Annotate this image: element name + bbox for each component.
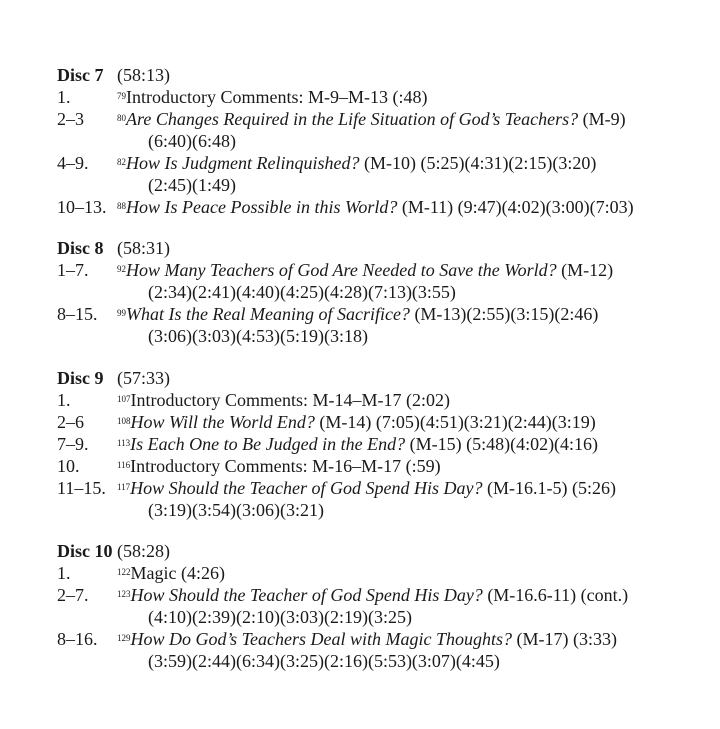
track-durations: (6:40)(6:48) [148, 131, 236, 151]
disc-duration: (58:13) [117, 65, 170, 85]
track-number: 1. [57, 563, 71, 583]
page-ref: 82 [117, 157, 126, 167]
track-title: How Is Peace Possible in this World? [126, 197, 398, 217]
track-entry [57, 152, 707, 196]
page-ref: 129 [117, 633, 131, 643]
disc-section [57, 237, 707, 347]
page-ref: 92 [117, 264, 126, 274]
track-details: (M-17) (3:33) [512, 629, 617, 649]
disc-section [57, 540, 707, 672]
track-title: How Many Teachers of God Are Needed to Save the World? [126, 260, 557, 280]
track-durations: (2:34)(2:41)(4:40)(4:25)(4:28)(7:13)(3:55) [148, 282, 456, 302]
track-entry [57, 86, 707, 108]
track-durations: (3:59)(2:44)(6:34)(3:25)(2:16)(5:53)(3:07)(4:45) [148, 651, 500, 671]
page-ref: 80 [117, 113, 126, 123]
track-title: How Should the Teacher of God Spend His Day? [130, 585, 483, 605]
page-ref: 116 [117, 460, 131, 470]
disc-section [57, 367, 707, 521]
disc-duration: (58:28) [117, 541, 170, 561]
track-title: How Should the Teacher of God Spend His Day? [130, 478, 483, 498]
track-title: How Is Judgment Relinquished? [126, 153, 360, 173]
page-ref: 117 [117, 482, 131, 492]
track-number: 11–15. [57, 478, 106, 498]
disc-label: Disc 10 [57, 541, 113, 561]
track-title: Is Each One to Be Judged in the End? [130, 434, 406, 454]
track-entry [57, 303, 707, 347]
page-ref: 113 [117, 438, 131, 448]
track-details: Introductory Comments: M-9–M-13 (:48) [126, 87, 428, 107]
track-details: Introductory Comments: M-14–M-17 (2:02) [130, 390, 450, 410]
disc-label: Disc 7 [57, 65, 104, 85]
track-details: (M-13)(2:55)(3:15)(2:46) [409, 304, 599, 324]
track-number: 7–9. [57, 434, 89, 454]
track-number: 8–15. [57, 304, 98, 324]
track-durations: (4:10)(2:39)(2:10)(3:03)(2:19)(3:25) [148, 607, 412, 627]
track-entry [57, 628, 707, 672]
disc-header [57, 367, 707, 389]
track-number: 1. [57, 390, 71, 410]
page-ref: 107 [117, 394, 131, 404]
page-ref: 88 [117, 201, 126, 211]
disc-duration: (57:33) [117, 368, 170, 388]
page-ref: 108 [117, 416, 131, 426]
page-ref: 122 [117, 567, 131, 577]
track-details: (M-14) (7:05)(4:51)(3:21)(2:44)(3:19) [314, 412, 596, 432]
track-number: 10–13. [57, 197, 107, 217]
track-number: 2–6 [57, 412, 84, 432]
track-details: (M-16.6-11) (cont.) [482, 585, 629, 605]
disc-label: Disc 8 [57, 238, 104, 258]
track-number: 4–9. [57, 153, 89, 173]
track-durations: (2:45)(1:49) [148, 175, 236, 195]
track-number: 2–3 [57, 109, 84, 129]
track-details: (M-10) (5:25)(4:31)(2:15)(3:20) [359, 153, 597, 173]
track-details: (M-12) [556, 260, 614, 280]
track-entry [57, 562, 707, 584]
track-title: Are Changes Required in the Life Situation of God’s Teachers? [126, 109, 579, 129]
track-number: 1. [57, 87, 71, 107]
track-durations: (3:19)(3:54)(3:06)(3:21) [148, 500, 324, 520]
disc-duration: (58:31) [117, 238, 170, 258]
track-entry [57, 433, 707, 455]
track-title: How Will the World End? [130, 412, 315, 432]
disc-header [57, 64, 707, 86]
track-number: 8–16. [57, 629, 98, 649]
track-entry [57, 389, 707, 411]
track-entry [57, 455, 707, 477]
track-entry [57, 259, 707, 303]
track-entry [57, 411, 707, 433]
track-entry [57, 584, 707, 628]
disc-section [57, 64, 707, 218]
track-details: (M-15) (5:48)(4:02)(4:16) [405, 434, 599, 454]
disc-header [57, 540, 707, 562]
track-title: What Is the Real Meaning of Sacrifice? [126, 304, 410, 324]
disc-label: Disc 9 [57, 368, 104, 388]
track-entry [57, 108, 707, 152]
page-ref: 79 [117, 91, 126, 101]
track-number: 10. [57, 456, 80, 476]
track-entry [57, 196, 707, 218]
track-details: (M-9) [578, 109, 626, 129]
track-entry [57, 477, 707, 521]
page-ref: 99 [117, 308, 126, 318]
page-ref: 123 [117, 589, 131, 599]
track-details: (M-16.1-5) (5:26) [482, 478, 616, 498]
track-durations: (3:06)(3:03)(4:53)(5:19)(3:18) [148, 326, 368, 346]
disc-header [57, 237, 707, 259]
track-number: 1–7. [57, 260, 89, 280]
track-number: 2–7. [57, 585, 89, 605]
track-title: How Do God’s Teachers Deal with Magic Thoughts? [130, 629, 513, 649]
track-details: Magic (4:26) [130, 563, 225, 583]
track-details: (M-11) (9:47)(4:02)(3:00)(7:03) [397, 197, 634, 217]
track-details: Introductory Comments: M-16–M-17 (:59) [130, 456, 441, 476]
